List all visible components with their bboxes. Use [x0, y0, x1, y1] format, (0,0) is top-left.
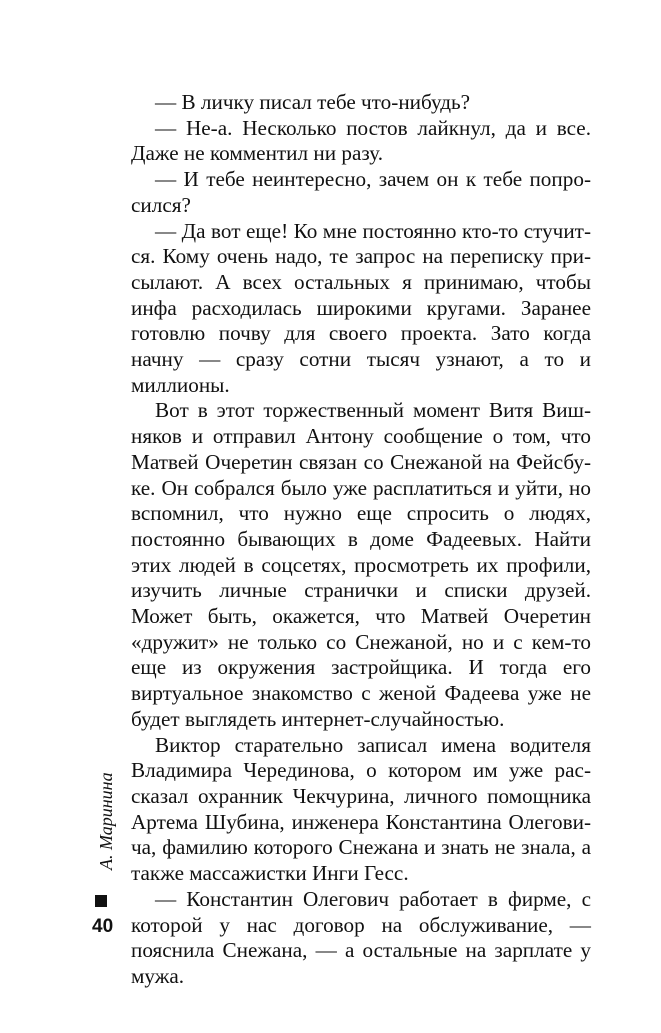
paragraph: — Да вот еще! Ко мне постоянно кто-то стучится. Кому очень надо, те запрос на переписку присылают. А всех остальных я принимаю, чтобы инфа расходилась широкими кругами. Заранее готовлю почву для своего проекта. Зато когда начну — сразу сотни тысяч узнают, а то и миллионы. — [131, 218, 591, 397]
paragraph: Вот в этот торжественный момент Витя Вишняков и отправил Антону сообщение о том, что Матвей Очеретин связан со Снежаной на Фейсбуке. Он собрался было уже расплатиться и уйти, но вспомнил, что нужно еще спросить о людях, постоянно бывающих в доме Фадеевых. Найти этих людей в соцсетях, просмотреть их профили, изучить личные странички и списки друзей. Может быть, окажется, что Матвей Очеретин «дружит» не только со Снежаной, но и с кем-то еще из окружения застройщика. И тогда его виртуальное знакомство с женой Фадеева уже не будет выглядеть интернет-случайностью. — [131, 398, 591, 731]
square-marker-icon — [95, 895, 107, 907]
paragraph: — Константин Олегович работает в фирме, с которой у нас договор на обслуживание, — пояснила Снежана, — а остальные на зарплате у мужа. — [131, 886, 591, 988]
running-head-author: А. Маринина — [96, 772, 116, 870]
paragraph: — В личку писал тебе что-нибудь? — [155, 90, 471, 114]
body-text — [131, 90, 591, 990]
page-number: 40 — [92, 916, 114, 937]
paragraph: — И тебе неинтересно, зачем он к тебе попросился? — [131, 167, 591, 217]
paragraph: Виктор старательно записал имена водителя Владимира Черединова, о котором им уже рассказал охранник Чекчурина, личного помощника Артема Шубина, инженера Константина Олеговича, фамилию которого Снежана и знать не знала, а также массажистки Инги Гесс. — [131, 732, 591, 886]
paragraph: — Не-а. Несколько постов лайкнул, да и все. Даже не комментил ни разу. — [131, 115, 591, 166]
